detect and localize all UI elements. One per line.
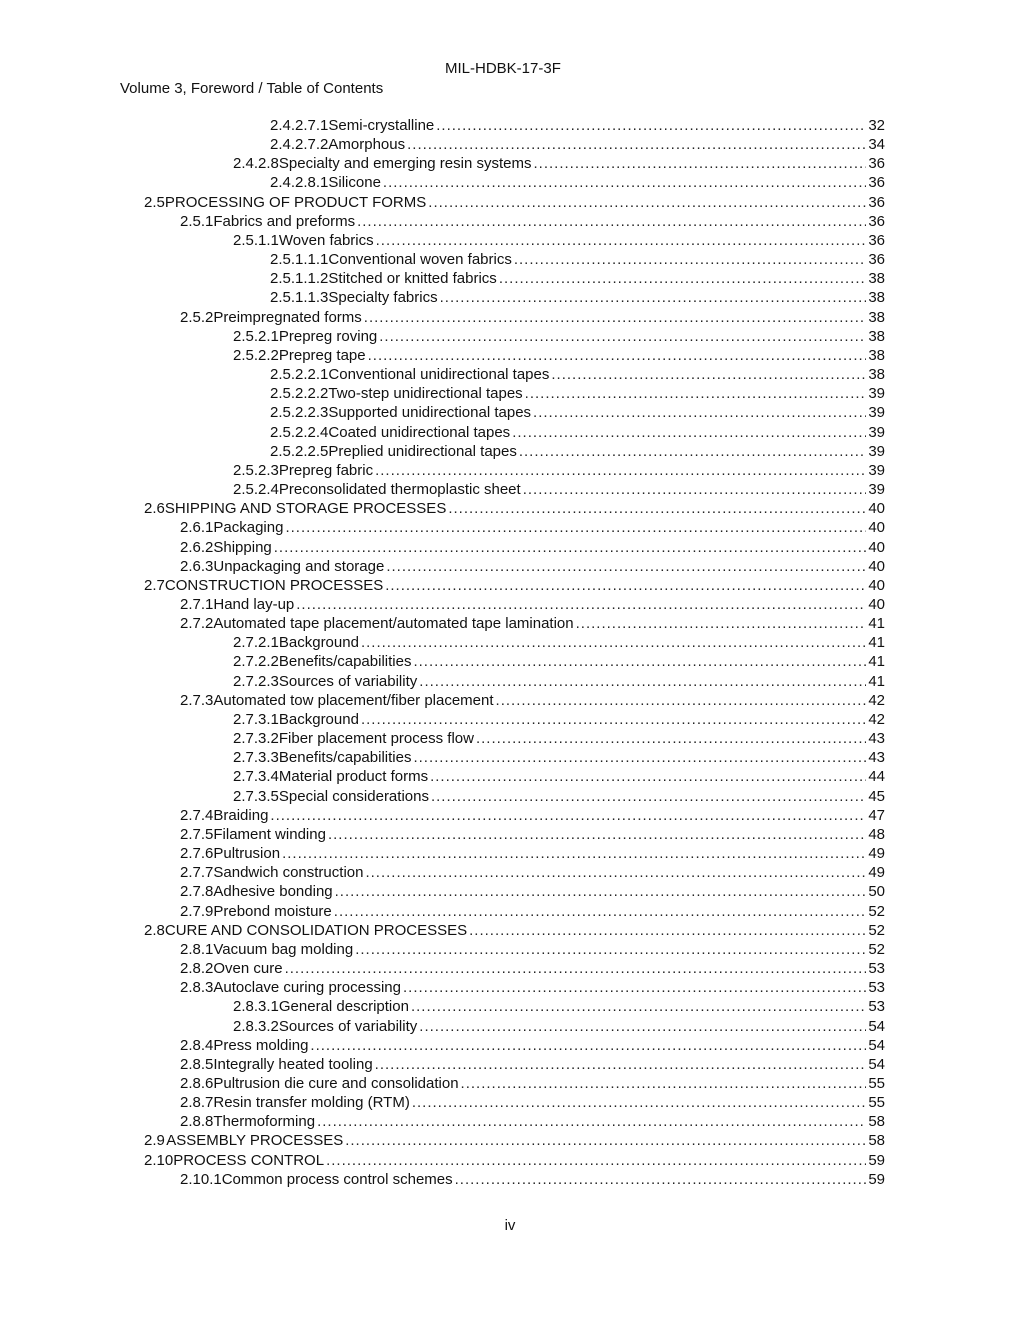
toc-entry[interactable]: [233, 346, 885, 365]
toc-entry-page: 40: [868, 576, 885, 594]
toc-entry-page: 36: [868, 212, 885, 230]
toc-entry[interactable]: [144, 193, 885, 212]
dot-leader: [335, 882, 867, 901]
toc-entry[interactable]: [144, 921, 885, 940]
toc-entry-number: 2.6.1: [180, 519, 214, 537]
toc-entry-page: 38: [868, 308, 885, 326]
toc-entry-number: 2.4.2.8.1: [270, 174, 329, 192]
dot-leader: [430, 767, 866, 786]
toc-entry-number: 2.5.1.1.2: [270, 270, 329, 288]
toc-entry[interactable]: [180, 538, 885, 557]
dot-leader: [355, 940, 866, 959]
toc-entry-number: 2.7.4: [180, 806, 214, 824]
toc-entry-title: Sandwich construction: [213, 864, 364, 882]
dot-leader: [448, 499, 866, 518]
toc-entry[interactable]: [144, 1131, 885, 1150]
dot-leader: [328, 825, 866, 844]
toc-entry-page: 42: [868, 691, 885, 709]
document-id: MIL-HDBK-17-3F: [445, 60, 561, 77]
toc-entry-page: 36: [868, 251, 885, 269]
toc-entry-page: 38: [868, 366, 885, 384]
toc-entry-page: 49: [868, 864, 885, 882]
toc-entry[interactable]: [180, 614, 885, 633]
toc-entry-page: 39: [868, 481, 885, 499]
toc-entry[interactable]: [233, 231, 885, 250]
dot-leader: [386, 557, 866, 576]
toc-entry-title: Thermoforming: [213, 1113, 316, 1131]
toc-entry-page: 59: [868, 1151, 885, 1169]
toc-entry-title: Adhesive bonding: [213, 883, 333, 901]
toc-entry[interactable]: [144, 1151, 885, 1170]
toc-entry-title: Conventional woven fabrics: [328, 251, 512, 269]
toc-entry-page: 49: [868, 845, 885, 863]
toc-entry-title: Special considerations: [278, 787, 429, 805]
toc-entry-page: 52: [868, 921, 885, 939]
dot-leader: [375, 461, 866, 480]
toc-entry-page: 53: [868, 998, 885, 1016]
dot-leader: [376, 231, 867, 250]
toc-entry-title: Silicone: [328, 174, 381, 192]
toc-entry-title: Two-step unidirectional tapes: [328, 385, 523, 403]
toc-entry-page: 38: [868, 289, 885, 307]
toc-entry-number: 2.8.8: [180, 1113, 214, 1131]
dot-leader: [551, 365, 866, 384]
toc-entry-page: 54: [868, 1017, 885, 1035]
toc-entry[interactable]: [233, 461, 885, 480]
toc-entry-page: 42: [868, 710, 885, 728]
toc-entry-page: 41: [868, 672, 885, 690]
dot-leader: [523, 480, 867, 499]
toc-entry-number: 2.7.5: [180, 825, 214, 843]
toc-entry-number: 2.5.2.2.2: [270, 385, 329, 403]
dot-leader: [345, 1131, 866, 1150]
toc-entry-title: General description: [278, 998, 409, 1016]
toc-entry[interactable]: [180, 940, 885, 959]
toc-entry-title: Fabrics and preforms: [213, 212, 356, 230]
toc-entry[interactable]: [180, 844, 885, 863]
toc-entry[interactable]: [233, 767, 885, 786]
dot-leader: [514, 250, 866, 269]
dot-leader: [296, 595, 866, 614]
toc-entry-title: Prepreg fabric: [278, 461, 374, 479]
toc-entry-title: CURE AND CONSOLIDATION PROCESSES: [164, 921, 468, 939]
toc-entry[interactable]: [180, 1074, 885, 1093]
toc-entry-page: 40: [868, 557, 885, 575]
dot-leader: [361, 710, 866, 729]
toc-entry-number: 2.8: [144, 921, 165, 939]
toc-entry-page: 38: [868, 270, 885, 288]
toc-entry-page: 39: [868, 423, 885, 441]
dot-leader: [419, 672, 866, 691]
dot-leader: [469, 921, 866, 940]
toc-entry-page: 38: [868, 327, 885, 345]
toc-entry-title: Coated unidirectional tapes: [328, 423, 511, 441]
toc-entry-page: 45: [868, 787, 885, 805]
toc-entry-page: 40: [868, 538, 885, 556]
toc-entry[interactable]: [270, 250, 885, 269]
toc-entry-page: 52: [868, 940, 885, 958]
toc-entry[interactable]: [270, 365, 885, 384]
dot-leader: [365, 863, 866, 882]
toc-entry-title: Benefits/capabilities: [278, 749, 412, 767]
toc-entry-number: 2.8.1: [180, 940, 214, 958]
dot-leader: [533, 403, 866, 422]
toc-entry-title: Packaging: [213, 519, 284, 537]
toc-entry[interactable]: [180, 902, 885, 921]
toc-entry[interactable]: [270, 135, 885, 154]
toc-entry-number: 2.8.6: [180, 1075, 214, 1092]
toc-entry-number: 2.5.2.2.3: [270, 404, 329, 422]
dot-leader: [407, 135, 866, 154]
toc-entry-page: 55: [868, 1075, 885, 1092]
toc-entry-number: 2.7.2: [180, 615, 214, 633]
toc-entry-title: Semi-crystalline: [328, 117, 435, 134]
toc-entry[interactable]: [180, 1112, 885, 1131]
toc-entry[interactable]: [180, 1055, 885, 1074]
toc-entry-number: 2.5: [144, 193, 165, 211]
toc-entry-page: 39: [868, 442, 885, 460]
toc-entry-page: 55: [868, 1094, 885, 1112]
toc-entry-number: 2.5.2: [180, 308, 214, 326]
toc-entry-title: ASSEMBLY PROCESSES: [166, 1132, 344, 1150]
toc-entry-page: 43: [868, 730, 885, 748]
toc-entry-page: 48: [868, 825, 885, 843]
toc-entry-title: Resin transfer molding (RTM): [213, 1094, 410, 1112]
toc-entry-number: 2.6.3: [180, 557, 214, 575]
toc-entry[interactable]: [233, 748, 885, 767]
toc-entry-title: Material product forms: [278, 768, 429, 786]
dot-leader: [496, 691, 867, 710]
toc-entry-number: 2.4.2.8: [233, 155, 279, 173]
toc-entry[interactable]: [233, 480, 885, 499]
dot-leader: [334, 902, 867, 921]
dot-leader: [285, 959, 867, 978]
toc-entry-title: Fiber placement process flow: [278, 730, 474, 748]
toc-entry[interactable]: [233, 997, 885, 1016]
toc-entry-title: Common process control schemes: [221, 1170, 453, 1188]
toc-entry-title: Benefits/capabilities: [278, 653, 412, 671]
toc-entry-title: Braiding: [213, 806, 269, 824]
toc-entry-page: 40: [868, 519, 885, 537]
dot-leader: [455, 1170, 867, 1189]
toc-entry-title: Integrally heated tooling: [213, 1055, 373, 1073]
toc-entry-page: 41: [868, 653, 885, 671]
toc-entry-number: 2.7.9: [180, 902, 214, 920]
toc-entry-page: 41: [868, 615, 885, 633]
toc-entry[interactable]: [180, 1170, 885, 1189]
dot-leader: [310, 1036, 866, 1055]
dot-leader: [364, 308, 867, 327]
dot-leader: [282, 844, 866, 863]
toc-entry-title: Amorphous: [328, 136, 406, 154]
toc-entry-number: 2.7.3: [180, 691, 214, 709]
dot-leader: [499, 269, 867, 288]
toc-entry[interactable]: [233, 652, 885, 671]
toc-entry-number: 2.5.1.1.1: [270, 251, 329, 269]
dot-leader: [534, 154, 867, 173]
page-number: iv: [504, 1217, 516, 1234]
dot-leader: [270, 806, 866, 825]
toc-entry-title: Vacuum bag molding: [213, 940, 354, 958]
toc-entry-number: 2.5.1.1: [233, 231, 279, 249]
dot-leader: [385, 576, 866, 595]
dot-leader: [525, 384, 867, 403]
toc-entry-title: Automated tow placement/fiber placement: [213, 691, 494, 709]
toc-entry-title: Pultrusion: [213, 845, 281, 863]
dot-leader: [274, 538, 867, 557]
toc-entry-title: CONSTRUCTION PROCESSES: [164, 576, 384, 594]
dot-leader: [317, 1112, 866, 1131]
toc-entry-number: 2.7.3.1: [233, 710, 279, 728]
toc-entry-page: 32: [868, 117, 885, 134]
dot-leader: [413, 652, 866, 671]
toc-entry-number: 2.7.3.3: [233, 749, 279, 767]
toc-entry[interactable]: [270, 384, 885, 403]
toc-entry-title: Sources of variability: [278, 1017, 418, 1035]
toc-entry[interactable]: [180, 978, 885, 997]
toc-entry-page: 36: [868, 193, 885, 211]
toc-entry-page: 50: [868, 883, 885, 901]
toc-entry[interactable]: [180, 691, 885, 710]
dot-leader: [428, 193, 866, 212]
toc-entry[interactable]: [180, 212, 885, 231]
dot-leader: [357, 212, 866, 231]
toc-entry-number: 2.7.2.1: [233, 634, 279, 652]
toc-entry-title: Unpackaging and storage: [213, 557, 385, 575]
dot-leader: [440, 288, 867, 307]
toc-entry-page: 54: [868, 1055, 885, 1073]
toc-entry-title: Prepreg roving: [278, 327, 378, 345]
toc-entry[interactable]: [233, 729, 885, 748]
toc-entry-page: 34: [868, 136, 885, 154]
toc-entry-number: 2.6: [144, 500, 165, 518]
toc-entry-title: Preconsolidated thermoplastic sheet: [278, 481, 521, 499]
toc-entry[interactable]: [144, 576, 885, 595]
dot-leader: [461, 1074, 867, 1093]
toc-entry-title: Prebond moisture: [213, 902, 332, 920]
toc-entry[interactable]: [180, 308, 885, 327]
toc-entry-number: 2.9: [144, 1132, 165, 1150]
toc-entry-number: 2.5.2.2: [233, 346, 279, 364]
toc-entry-page: 39: [868, 461, 885, 479]
toc-entry-page: 58: [868, 1132, 885, 1150]
toc-entry-number: 2.8.5: [180, 1055, 214, 1073]
toc-entry-page: 43: [868, 749, 885, 767]
toc-entry[interactable]: [180, 595, 885, 614]
toc-entry[interactable]: [233, 633, 885, 652]
toc-entry[interactable]: [270, 173, 885, 192]
toc-entry-number: 2.7.2.3: [233, 672, 279, 690]
toc-entry[interactable]: [270, 288, 885, 307]
toc-entry-title: Specialty fabrics: [328, 289, 438, 307]
toc-entry[interactable]: [180, 825, 885, 844]
toc-entry-page: 40: [868, 500, 885, 518]
toc-entry-page: 40: [868, 596, 885, 613]
toc-entry-number: 2.5.2.2.1: [270, 366, 329, 384]
toc-entry-title: Stitched or knitted fabrics: [328, 270, 497, 288]
dot-leader: [361, 633, 866, 652]
toc-entry-number: 2.5.1.1.3: [270, 289, 329, 307]
toc-entry[interactable]: [270, 442, 885, 461]
toc-entry-number: 2.5.1: [180, 212, 214, 230]
toc-entry-number: 2.5.2.1: [233, 327, 279, 345]
toc-entry-page: 36: [868, 155, 885, 173]
toc-entry-page: 38: [868, 346, 885, 364]
toc-entry-number: 2.5.2.2.5: [270, 442, 329, 460]
toc-entry-number: 2.7.8: [180, 883, 214, 901]
toc-entry-page: 52: [868, 902, 885, 920]
dot-leader: [383, 173, 866, 192]
toc-entry-number: 2.8.4: [180, 1036, 214, 1054]
toc-entry-title: PROCESS CONTROL: [173, 1151, 325, 1169]
toc-entry-number: 2.8.3: [180, 979, 214, 997]
toc-entry-title: Oven cure: [213, 960, 283, 978]
toc-entry-page: 53: [868, 960, 885, 978]
toc-entry-title: Preimpregnated forms: [213, 308, 362, 326]
toc-entry[interactable]: [233, 327, 885, 346]
toc-entry[interactable]: [180, 557, 885, 576]
toc-entry[interactable]: [144, 499, 885, 518]
toc-entry-number: 2.10.1: [180, 1170, 222, 1188]
toc-entry-page: 41: [868, 634, 885, 652]
toc-entry-page: 39: [868, 404, 885, 422]
toc-entry-number: 2.7.2.2: [233, 653, 279, 671]
toc-entry-number: 2.10: [144, 1151, 174, 1169]
toc-entry[interactable]: [233, 1017, 885, 1036]
toc-entry-title: Preplied unidirectional tapes: [328, 442, 517, 460]
toc-entry[interactable]: [233, 787, 885, 806]
dot-leader: [413, 748, 866, 767]
toc-entry-page: 44: [868, 768, 885, 786]
toc-entry-page: 39: [868, 385, 885, 403]
toc-entry[interactable]: [270, 269, 885, 288]
toc-entry-number: 2.5.2.3: [233, 461, 279, 479]
toc-entry-number: 2.8.7: [180, 1094, 214, 1112]
toc-entry-title: Supported unidirectional tapes: [328, 404, 532, 422]
toc-entry[interactable]: [270, 423, 885, 442]
toc-entry[interactable]: [180, 959, 885, 978]
toc-entry-title: Background: [278, 634, 359, 652]
toc-entry-title: Automated tape placement/automated tape lamination: [213, 615, 574, 633]
toc-entry[interactable]: [180, 1093, 885, 1112]
toc-entry-page: 47: [868, 806, 885, 824]
dot-leader: [411, 997, 866, 1016]
toc-entry-title: PROCESSING OF PRODUCT FORMS: [164, 193, 427, 211]
toc-entry-number: 2.7.3.4: [233, 768, 279, 786]
toc-entry-title: Hand lay-up: [213, 596, 295, 613]
toc-entry-number: 2.7.3.5: [233, 787, 279, 805]
toc-entry[interactable]: [180, 882, 885, 901]
toc-entry[interactable]: [180, 518, 885, 537]
toc-entry-title: SHIPPING AND STORAGE PROCESSES: [164, 500, 447, 518]
toc-entry-title: Pultrusion die cure and consolidation: [213, 1075, 459, 1092]
toc-entry-title: Specialty and emerging resin systems: [278, 155, 532, 173]
toc-entry-number: 2.5.2.2.4: [270, 423, 329, 441]
dot-leader: [519, 442, 866, 461]
toc-entry[interactable]: [233, 672, 885, 691]
dot-leader: [419, 1017, 866, 1036]
toc-entry-page: 58: [868, 1113, 885, 1131]
toc-entry-number: 2.7.1: [180, 596, 214, 613]
dot-leader: [576, 614, 867, 633]
toc-entry-title: Press molding: [213, 1036, 309, 1054]
dot-leader: [379, 327, 866, 346]
toc-entry-title: Sources of variability: [278, 672, 418, 690]
section-header: Volume 3, Foreword / Table of Contents: [120, 80, 384, 97]
toc-entry[interactable]: [270, 116, 885, 135]
toc-entry-number: 2.7.3.2: [233, 730, 279, 748]
toc-entry[interactable]: [233, 710, 885, 729]
toc-entry-number: 2.7.6: [180, 845, 214, 863]
toc-entry-page: 53: [868, 979, 885, 997]
toc-entry-page: 36: [868, 174, 885, 192]
toc-entry-number: 2.7: [144, 576, 165, 594]
dot-leader: [403, 978, 866, 997]
dot-leader: [512, 423, 866, 442]
toc-entry-page: 59: [868, 1170, 885, 1188]
dot-leader: [368, 346, 867, 365]
toc-entry-number: 2.6.2: [180, 538, 214, 556]
toc-entry-number: 2.4.2.7.1: [270, 117, 329, 134]
toc-entry-number: 2.7.7: [180, 864, 214, 882]
toc-entry[interactable]: [180, 806, 885, 825]
toc-entry-number: 2.5.2.4: [233, 481, 279, 499]
dot-leader: [436, 116, 866, 135]
toc-entry-number: 2.4.2.7.2: [270, 136, 329, 154]
toc-entry-page: 54: [868, 1036, 885, 1054]
toc-entry-title: Filament winding: [213, 825, 326, 843]
toc-entry-page: 36: [868, 231, 885, 249]
toc-entry-number: 2.8.2: [180, 960, 214, 978]
toc-entry-number: 2.8.3.1: [233, 998, 279, 1016]
toc-entry[interactable]: [180, 1036, 885, 1055]
toc-entry-title: Background: [278, 710, 359, 728]
toc-entry[interactable]: [233, 154, 885, 173]
toc-entry-title: Prepreg tape: [278, 346, 366, 364]
dot-leader: [326, 1151, 866, 1170]
dot-leader: [431, 787, 866, 806]
dot-leader: [476, 729, 866, 748]
toc-entry-title: Conventional unidirectional tapes: [328, 366, 550, 384]
toc-entry-number: 2.8.3.2: [233, 1017, 279, 1035]
toc-entry[interactable]: [270, 403, 885, 422]
toc-entry[interactable]: [180, 863, 885, 882]
dot-leader: [375, 1055, 867, 1074]
dot-leader: [412, 1093, 866, 1112]
toc-entry-title: Shipping: [213, 538, 272, 556]
dot-leader: [285, 518, 866, 537]
toc-entry-title: Autoclave curing processing: [213, 979, 401, 997]
toc-entry-title: Woven fabrics: [278, 231, 374, 249]
